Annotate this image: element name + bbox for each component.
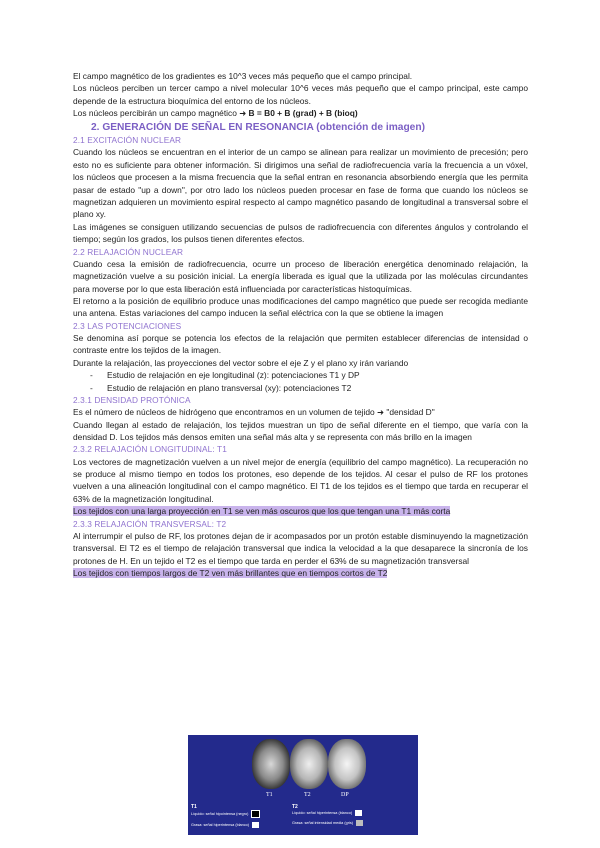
paragraph: Los vectores de magnetización vuelven a un nivel mejor de energía (equilibrio del campo magnético). La recuperación no se produce al mismo tiempo en todos los protones, eso depende de los tejidos. Al cesar el pulso de RF los protones vuelven a una alineación longitudinal con el campo magnético. El T1 de los tejidos es el tiempo que tarda en recuperar el 63% de la magnetización longitudinal. <box>73 456 528 504</box>
paragraph: Los núcleos perciben un tercer campo a nivel molecular 10^6 veces más pequeño que el campo principal, este campo depende de la estructura bioquímica del entorno de los núcleos. <box>73 83 528 106</box>
legend-row <box>191 810 260 818</box>
swatch-white <box>355 810 362 816</box>
paragraph: El campo magnético de los gradientes es 10^3 veces más pequeño que el campo principal. <box>73 71 413 81</box>
paragraph: El retorno a la posición de equilibrio produce unas modificaciones del campo magnético que puede ser recogida mediante una antena. Estas variaciones del campo inducen la señal eléctrica con la que se obtiene la imagen <box>73 296 528 319</box>
subsection-heading: 2.3 LAS POTENCIACIONES <box>73 320 182 331</box>
subsection-heading: 2.1 EXCITACIÓN NUCLEAR <box>73 135 182 146</box>
mri-scan-t2 <box>290 739 328 789</box>
swatch-white <box>252 822 259 828</box>
scan-label: DP <box>341 792 349 798</box>
paragraph-text: Los núcleos percibirán un campo magnético <box>73 108 237 119</box>
list-item: - Estudio de relajación en eje longitudinal (z): potenciaciones T1 y DP <box>90 369 528 381</box>
highlight-line <box>73 505 528 517</box>
swatch-black <box>251 810 260 818</box>
mri-scan-t1 <box>252 739 290 789</box>
subsection-heading: 2.3.3 RELAJACIÓN TRANSVERSAL: T2 <box>73 518 227 529</box>
legend-t2 <box>292 805 363 826</box>
legend-row <box>292 810 363 816</box>
legend-title: T1 <box>191 804 197 810</box>
mri-scan-dp <box>328 739 366 789</box>
paragraph: Se denomina así porque se potencia los efectos de la relajación que permiten establecer diferencias de intensidad o contraste entre los tejidos de la imagen. <box>73 333 528 356</box>
paragraph <box>73 107 528 119</box>
legend-text: Líquido: señal hiperintensa (blanco) <box>292 811 353 815</box>
document-page <box>73 70 528 580</box>
legend-title: T2 <box>292 804 298 810</box>
section-heading: 2. GENERACIÓN DE SEÑAL EN RESONANCIA (obtención de imagen) <box>91 121 425 133</box>
mri-comparison-figure <box>188 735 418 835</box>
legend-t1 <box>191 805 260 828</box>
list-item: - Estudio de relajación en plano transversal (xy): potenciaciones T2 <box>90 382 528 394</box>
paragraph: Es el número de núcleos de hidrógeno que encontramos en un volumen de tejido ➜ "densidad D" <box>73 407 435 418</box>
legend-row <box>292 820 363 826</box>
paragraph: Durante la relajación, las proyecciones del vector sobre el eje Z y el plano xy irán variando <box>73 357 409 368</box>
paragraph: Cuando cesa la emisión de radiofrecuencia, ocurre un proceso de liberación energética denominado relajación, la magnetización vuelve a su posición inicial. La energía liberada es igual que la utilizada por las moléculas circundantes para moverse por lo que esta liberación está influenciada por características histoquímicas. <box>73 258 528 294</box>
highlighted-text: Los tejidos con una larga proyección en T1 se ven más oscuros que los que tengan una T1 más corta <box>73 506 451 517</box>
bullet-list <box>73 369 528 394</box>
subsection-heading: 2.2 RELAJACIÓN NUCLEAR <box>73 246 184 257</box>
paragraph: Las imágenes se consiguen utilizando secuencias de pulsos de radiofrecuencia con diferentes ángulos y controlando el tiempo; según los grados, los pulsos tienen diferentes efectos. <box>73 221 528 245</box>
legend-text: Líquido: señal hipointensa (negro) <box>191 812 249 816</box>
scan-label: T1 <box>266 792 273 798</box>
legend-row <box>191 822 260 828</box>
formula: ➜ B = B0 + B (grad) + B (bioq) <box>239 108 358 119</box>
paragraph: Al interrumpir el pulso de RF, los protones dejan de ir acompasados por un protón estable disminuyendo la magnetización transversal. El T2 es el tiempo de relajación transversal que indica la velocidad a la que desaparece la sincronía de los protones de H. En un tejido el T2 es el tiempo que tarda en perder el 63% de su magnetización transversal <box>73 530 528 566</box>
swatch-gray <box>356 820 363 826</box>
highlighted-text: Los tejidos con tiempos largos de T2 ven más brillantes que en tiempos cortos de T2 <box>73 568 388 579</box>
paragraph: Cuando los núcleos se encuentran en el interior de un campo se alinean para realizar un movimiento de precesión; pero esto no es suficiente para obtener información. Si dirigimos una señal de radiofrecuencia varía la frecuencia a un vóxel, los núcleos que procesen a la misma frecuencia que la señal entran en resonancia absorbiendo energía que les permita pasar de estado "up a down", por otro lado los núcleos pueden procesar en fase de forma que cuando los núcleos se magnetizan adquieren un movimiento espiral respecto al campo magnético pasando de longitudinal a transversal sobre el plano xy. <box>73 147 528 220</box>
highlight-line <box>73 567 528 579</box>
subsection-heading: 2.3.2 RELAJACIÓN LONGITUDINAL: T1 <box>73 444 227 455</box>
subsection-heading: 2.3.1 DENSIDAD PROTÓNICA <box>73 395 191 406</box>
paragraph: Cuando llegan al estado de relajación, los tejidos muestran un tipo de señal diferente en el tiempo, que varía con la densidad D. Los tejidos más densos emiten una señal más alta y se representa con más brillo en la imagen <box>73 419 528 443</box>
scan-label: T2 <box>304 792 311 798</box>
legend-text: Grasa: señal hiperintensa (blanco) <box>191 823 250 827</box>
legend-text: Grasa: señal intensidad media (gris) <box>292 821 353 825</box>
